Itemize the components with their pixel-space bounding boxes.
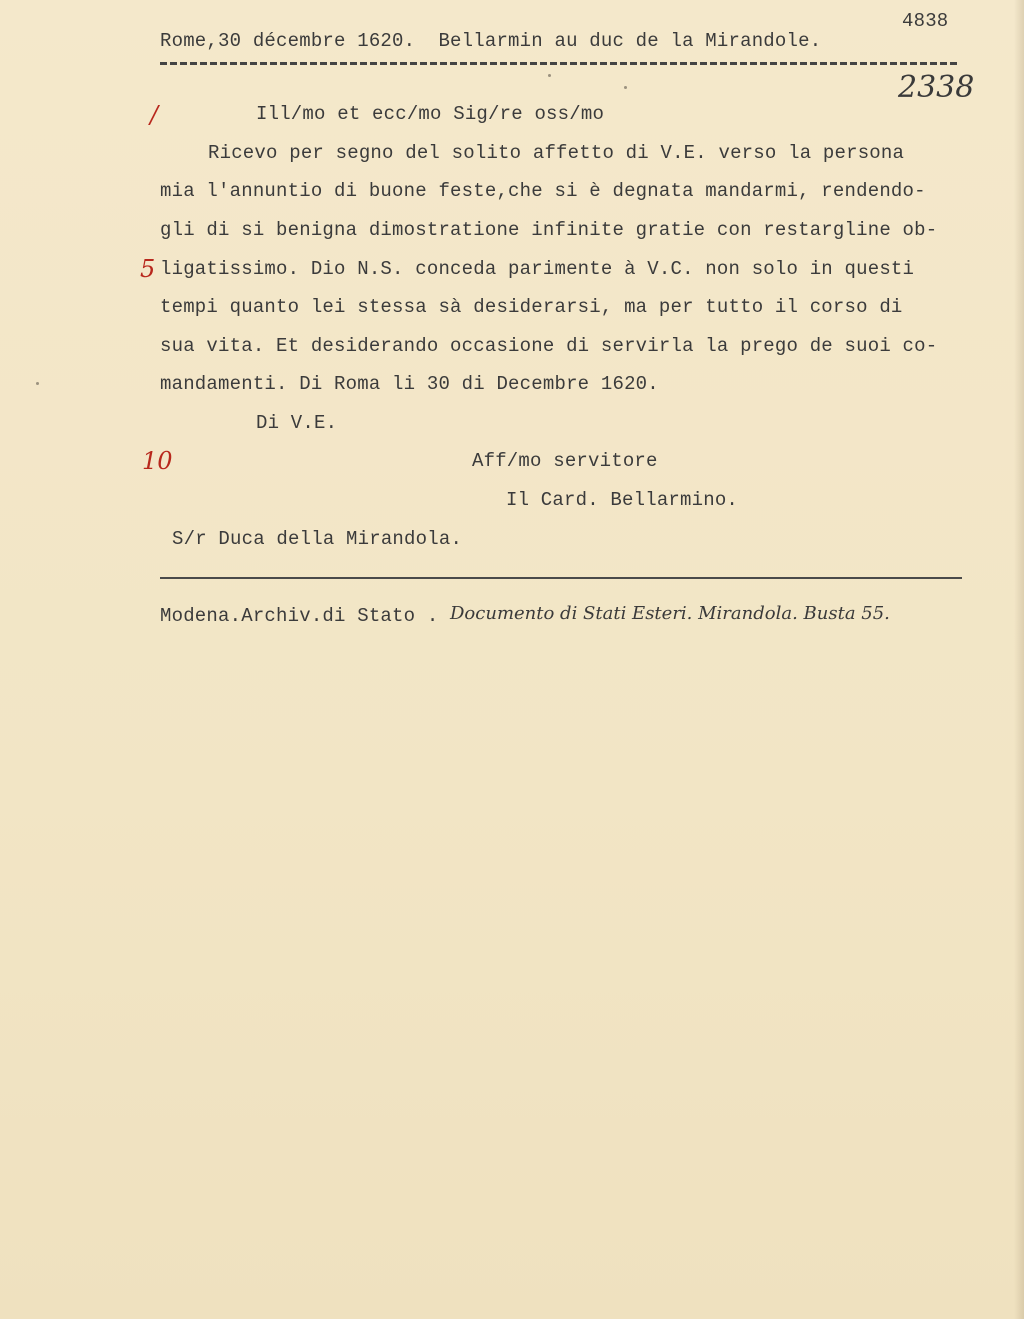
source-typed: Modena.Archiv.di Stato .	[160, 605, 439, 627]
letter-line: mia l'annuntio di buone feste,che si è degnata mandarmi, rendendo-	[160, 180, 926, 202]
footer-rule	[160, 577, 962, 579]
header-title: Rome,30 décembre 1620. Bellarmin au duc de la Mirandole.	[160, 30, 822, 52]
handwritten-number: 2338	[898, 70, 975, 105]
margin-mark-1: /	[150, 101, 159, 129]
header-dashed-rule	[160, 62, 960, 65]
paper-speck	[36, 382, 39, 385]
letter-line: Ricevo per segno del solito affetto di V.E. verso la persona	[208, 142, 905, 164]
signature-line-2: Il Card. Bellarmino.	[506, 489, 739, 511]
letter-line: tempi quanto lei stessa sà desiderarsi, ma per tutto il corso di	[160, 296, 903, 318]
paper-speck	[624, 86, 627, 89]
margin-mark-10: 10	[142, 447, 173, 475]
margin-mark-5: 5	[140, 255, 156, 283]
closing: Di V.E.	[256, 412, 338, 434]
salutation: Ill/mo et ecc/mo Sig/re oss/mo	[256, 103, 605, 125]
page-number: 4838	[902, 10, 949, 32]
page-edge-shadow	[1014, 0, 1024, 1319]
paper-speck	[548, 74, 551, 77]
addressee: S/r Duca della Mirandola.	[172, 528, 463, 550]
letter-line: mandamenti. Di Roma li 30 di Decembre 1620.	[160, 373, 659, 395]
letter-line: sua vita. Et desiderando occasione di servirla la prego de suoi co-	[160, 335, 938, 357]
letter-line: ligatissimo. Dio N.S. conceda parimente à V.C. non solo in questi	[160, 258, 915, 280]
signature-line-1: Aff/mo servitore	[472, 450, 658, 472]
letter-line: gli di si benigna dimostratione infinite gratie con restargline ob-	[160, 219, 938, 241]
source-handwritten: Documento di Stati Esteri. Mirandola. Busta 55.	[450, 603, 890, 624]
